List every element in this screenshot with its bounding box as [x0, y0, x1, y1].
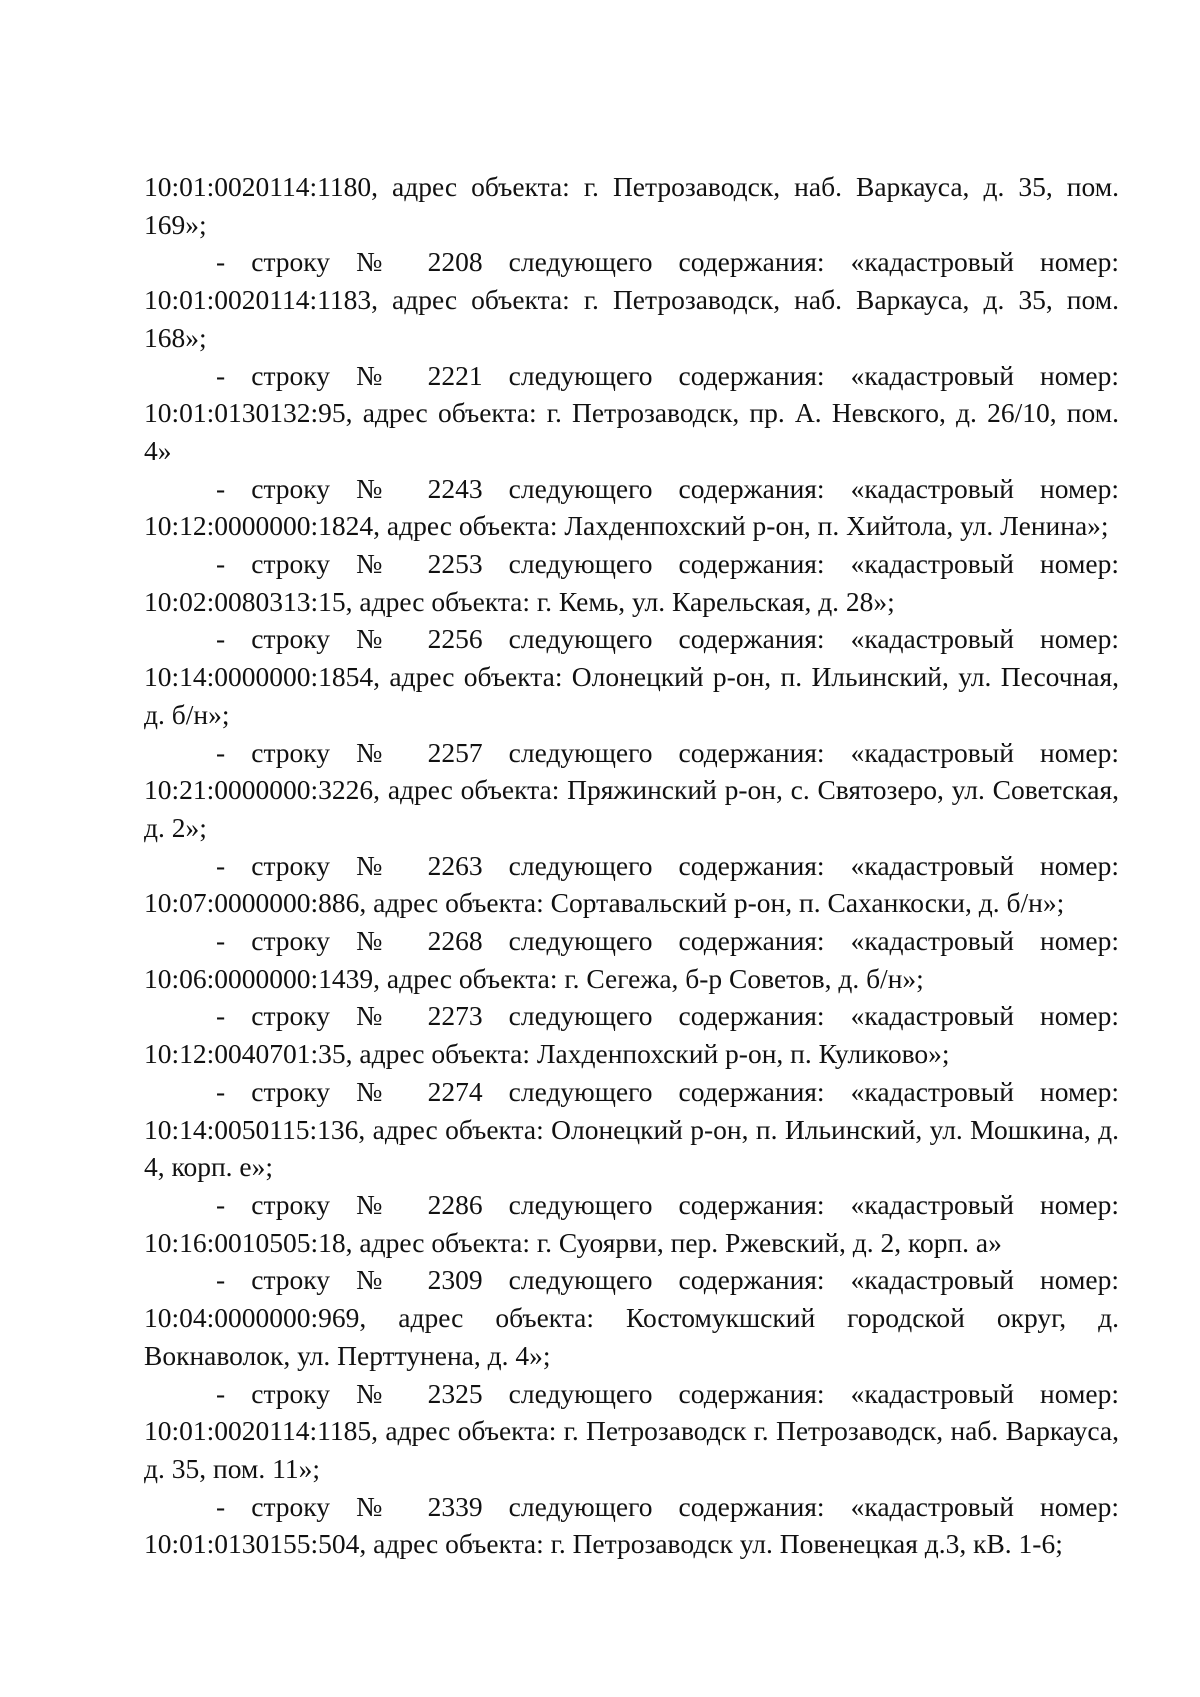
paragraph-row-2325: - строку № 2325 следующего содержания: «кадастровый номер: 10:01:0020114:1185, адрес объекта: г. Петрозаводск г. Петрозаводск, наб. Варкауса, д. 35, пом. 11»;: [144, 1377, 1119, 1484]
paragraph-row-2257: - строку № 2257 следующего содержания: «кадастровый номер: 10:21:0000000:3226, адрес объекта: Пряжинский р-он, с. Святозеро, ул. Советская, д. 2»;: [144, 736, 1119, 843]
paragraph-row-2221: - строку № 2221 следующего содержания: «кадастровый номер: 10:01:0130132:95, адрес объекта: г. Петрозаводск, пр. А. Невского, д. 26/10, пом. 4»: [144, 359, 1119, 466]
paragraph-row-2286: - строку № 2286 следующего содержания: «кадастровый номер: 10:16:0010505:18, адрес объекта: г. Суоярви, пер. Ржевский, д. 2, корп. а»: [144, 1188, 1119, 1258]
paragraph-row-2274: - строку № 2274 следующего содержания: «кадастровый номер: 10:14:0050115:136, адрес объекта: Олонецкий р-он, п. Ильинский, ул. Мошкина, д. 4, корп. е»;: [144, 1075, 1119, 1183]
paragraph-row-2339: - строку № 2339 следующего содержания: «кадастровый номер: 10:01:0130155:504, адрес объекта: г. Петрозаводск ул. Повенецкая д.3, кВ. 1-6;: [144, 1490, 1119, 1560]
paragraph-row-2309: - строку № 2309 следующего содержания: «кадастровый номер: 10:04:0000000:969, адрес объекта: Костомукшский городской округ, д. Вокнаволок, ул. Перттунена, д. 4»;: [144, 1264, 1119, 1371]
paragraph-row-2208: - строку № 2208 следующего содержания: «кадастровый номер: 10:01:0020114:1183, адрес объекта: г. Петрозаводск, наб. Варкауса, д. 35, пом. 168»;: [144, 246, 1119, 353]
paragraph-row-2243: - строку № 2243 следующего содержания: «кадастровый номер: 10:12:0000000:1824, адрес объекта: Лахденпохский р-он, п. Хийтола, ул. Ленина»;: [144, 472, 1119, 542]
paragraph-continuation: 10:01:0020114:1180, адрес объекта: г. Петрозаводск, наб. Варкауса, д. 35, пом. 169»;: [144, 171, 1119, 240]
paragraph-row-2253: - строку № 2253 следующего содержания: «кадастровый номер: 10:02:0080313:15, адрес объекта: г. Кемь, ул. Карельская, д. 28»;: [144, 548, 1119, 617]
paragraph-row-2273: - строку № 2273 следующего содержания: «кадастровый номер: 10:12:0040701:35, адрес объекта: Лахденпохский р-он, п. Куликово»;: [144, 1000, 1119, 1070]
paragraph-row-2256: - строку № 2256 следующего содержания: «кадастровый номер: 10:14:0000000:1854, адрес объекта: Олонецкий р-он, п. Ильинский, ул. Песочная, д. б/н»;: [144, 623, 1119, 730]
paragraph-row-2268: - строку № 2268 следующего содержания: «кадастровый номер: 10:06:0000000:1439, адрес объекта: г. Сегежа, б-р Советов, д. б/н»;: [144, 925, 1119, 994]
paragraph-row-2263: - строку № 2263 следующего содержания: «кадастровый номер: 10:07:0000000:886, адрес объекта: Сортавальский р-он, п. Саханкоски, д. б/н»;: [144, 849, 1119, 919]
document-page: [144, 168, 1119, 1563]
